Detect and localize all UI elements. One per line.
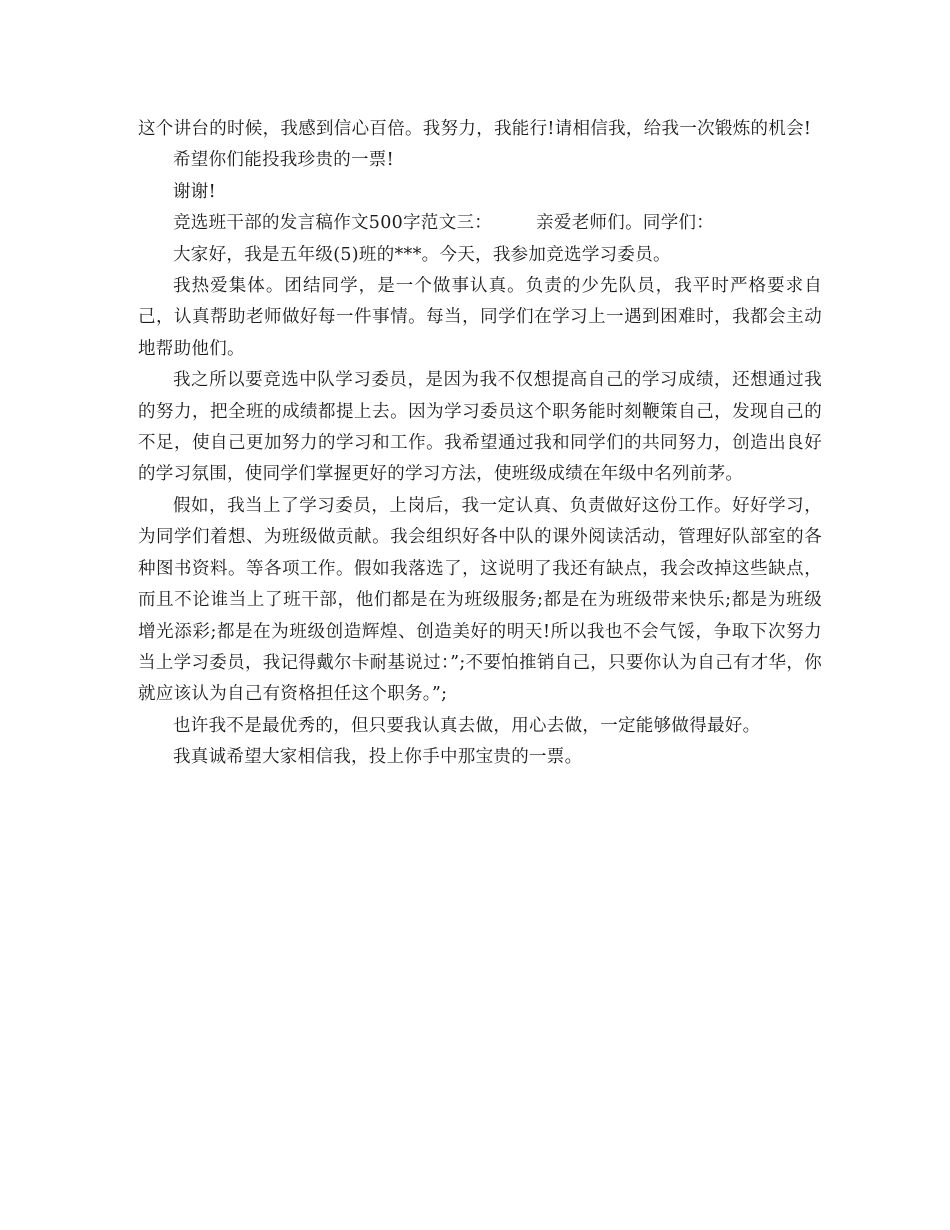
paragraph-greeting: 大家好，我是五年级(5)班的***。今天，我参加竞选学习委员。 bbox=[173, 244, 671, 265]
paragraph-motivation: 我之所以要竞选中队学习委员，是因为我不仅想提高自己的学习成绩，还想通过我的努力，把全班的成绩都提上去。因为学习委员这个职务能时刻鞭策自己，发现自己的不足，使自己更加努力的学习和工作。我希望通过我和同学们的共同努力，创造出良好的学习氛围，使同学们掌握更好的学习方法，使班级成绩在年级中名列前茅。 bbox=[138, 370, 822, 485]
paragraph-vote-request: 希望你们能投我珍贵的一票! bbox=[173, 150, 394, 171]
section-title: 竞选班干部的发言稿作文500字范文三： bbox=[173, 213, 493, 234]
salutation: 亲爱老师们。同学们： bbox=[536, 213, 715, 234]
paragraph-commitment: 也许我不是最优秀的，但只要我认真去做，用心去做，一定能够做得最好。 bbox=[173, 715, 761, 736]
paragraph-thanks: 谢谢! bbox=[173, 181, 216, 202]
document-body bbox=[138, 114, 822, 774]
section-heading-line bbox=[138, 208, 822, 239]
paragraph-opening: 这个讲台的时候，我感到信心百倍。我努力，我能行!请相信我，给我一次锻炼的机会! bbox=[138, 119, 812, 139]
paragraph-plan: 假如，我当上了学习委员，上岗后，我一定认真、负责做好这份工作。好好学习，为同学们着想、为班级做贡献。我会组织好各中队的课外阅读活动，管理好队部室的各种图书资料。等各项工作。假如我落选了，这说明了我还有缺点，我会改掉这些缺点，而且不论谁当上了班干部，他们都是在为班级服务;都是在为班级带来快乐;都是为班级增光添彩;都是在为班级创造辉煌、创造美好的明天!所以我也不会气馁，争取下次努力当上学习委员，我记得戴尔卡耐基说过：”;不要怕推销自己，只要你认为自己有才华，你就应该认为自己有资格担任这个职务。”; bbox=[138, 495, 822, 705]
paragraph-self-intro: 我热爱集体。团结同学，是一个做事认真。负责的少先队员，我平时严格要求自己，认真帮助老师做好每一件事情。每当，同学们在学习上一遇到困难时，我都会主动地帮助他们。 bbox=[138, 276, 822, 359]
paragraph-closing: 我真诚希望大家相信我，投上你手中那宝贵的一票。 bbox=[173, 747, 583, 768]
